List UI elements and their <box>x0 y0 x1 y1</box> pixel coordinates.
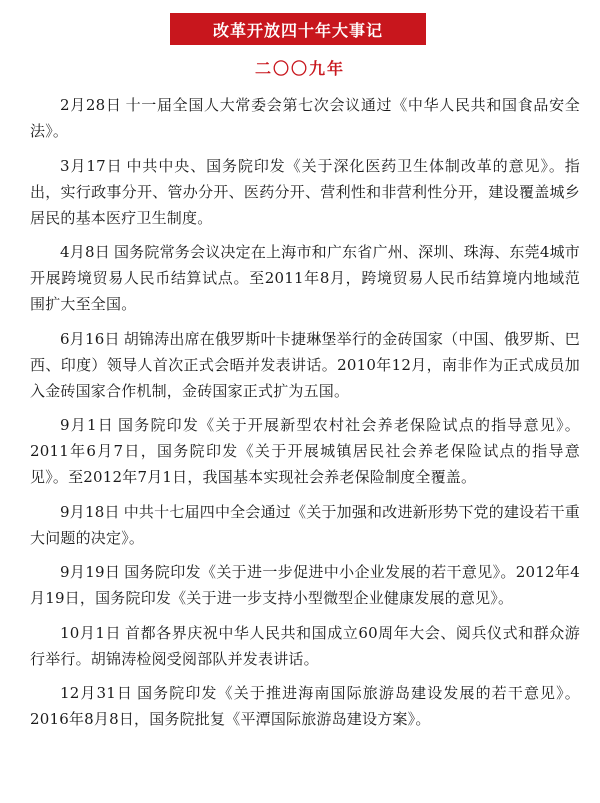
event-date: 12月31日 <box>60 684 134 702</box>
page-title: 改革开放四十年大事记 <box>212 20 383 40</box>
event-date: 9月18日 <box>60 502 120 521</box>
event-entry <box>30 92 580 144</box>
event-text: 国务院印发《关于开展新型农村社会养老保险试点的指导意见》。2011年6月7日，国务院印发《关于开展城镇居民社会养老保险试点的指导意见》。至2012年7月1日，我国基本实现社会养老保险制度全覆盖。 <box>30 416 581 486</box>
event-text: 国务院印发《关于进一步促进中小企业发展的若干意见》。2012年4月19日，国务院印发《关于进一步支持小型微型企业健康发展的意见》。 <box>30 563 580 607</box>
event-date: 3月17日 <box>60 156 123 175</box>
event-entry <box>30 559 580 611</box>
event-date: 9月19日 <box>60 563 121 581</box>
event-date: 10月1日 <box>60 623 122 642</box>
event-entry <box>30 499 580 551</box>
event-entry <box>30 326 580 404</box>
event-date: 2月28日 <box>60 96 122 114</box>
page-title-banner <box>170 13 426 45</box>
event-entry <box>30 620 580 672</box>
event-text: 首都各界庆祝中华人民共和国成立60周年大会、阅兵仪式和群众游行举行。胡锦涛检阅受阅部队并发表讲话。 <box>30 623 580 668</box>
year-heading: 二〇〇九年 <box>254 59 345 78</box>
event-text: 中共中央、国务院印发《关于深化医药卫生体制改革的意见》。指出，实行政事分开、管办分开、医药分开、营利性和非营利性分开，建设覆盖城乡居民的基本医疗卫生制度。 <box>30 156 580 227</box>
event-entry <box>30 412 580 490</box>
event-text: 胡锦涛出席在俄罗斯叶卡捷琳堡举行的金砖国家（中国、俄罗斯、巴西、印度）领导人首次正式会晤并发表讲话。2010年12月，南非作为正式成员加入金砖国家合作机制，金砖国家正式扩为五国。 <box>30 329 580 400</box>
event-date: 6月16日 <box>60 329 120 348</box>
event-entry <box>30 680 580 732</box>
events-list <box>30 92 580 741</box>
event-text: 国务院印发《关于推进海南国际旅游岛建设发展的若干意见》。2016年8月8日，国务院批复《平潭国际旅游岛建设方案》。 <box>30 684 581 728</box>
event-date: 4月8日 <box>60 243 110 261</box>
event-text: 中共十七届四中全会通过《关于加强和改进新形势下党的建设若干重大问题的决定》。 <box>30 502 580 547</box>
event-text: 十一届全国人大常委会第七次会议通过《中华人民共和国食品安全法》。 <box>30 96 580 140</box>
event-text: 国务院常务会议决定在上海市和广东省广州、深圳、珠海、东莞4城市开展跨境贸易人民币结算试点。至2011年8月，跨境贸易人民币结算境内地域范围扩大至全国。 <box>30 243 581 313</box>
event-entry <box>30 153 580 231</box>
event-date: 9月1日 <box>60 416 114 434</box>
event-entry <box>30 239 580 317</box>
